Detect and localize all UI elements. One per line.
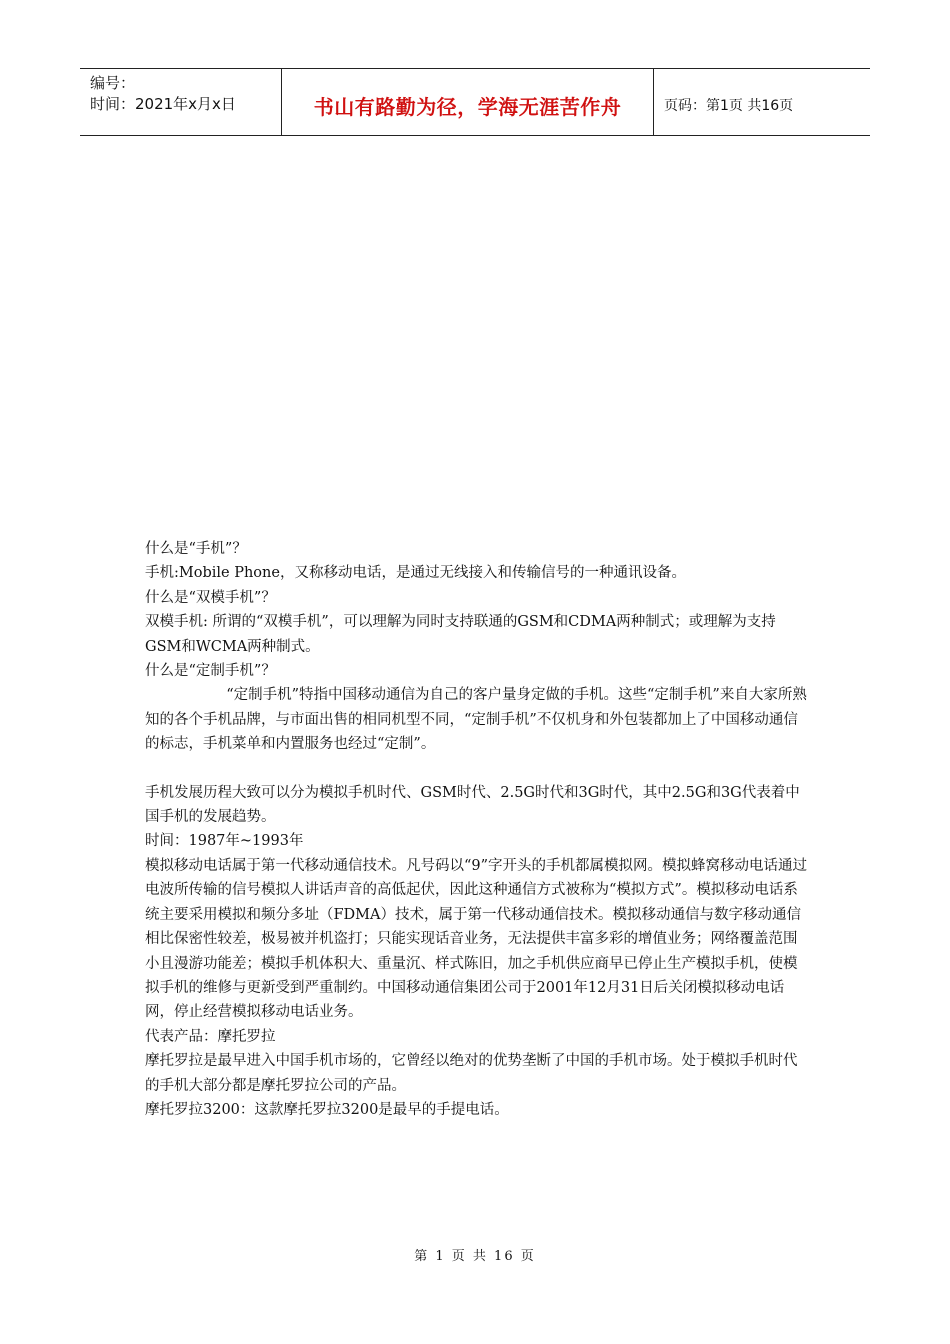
heading-dual-mode: 什么是“双模手机”？ [145, 589, 276, 606]
document-body [145, 537, 810, 1122]
page-label: 页码：第1页 共16页 [664, 98, 794, 114]
paragraph-spacer [145, 757, 810, 781]
serial-label: 编号： [90, 74, 136, 92]
footer-page-number: 第 1 页 共 16 页 [414, 1249, 536, 1264]
motto-text: 书山有路勤为径，学海无涯苦作舟 [313, 94, 622, 119]
heading-custom-phone: 什么是“定制手机”？ [145, 663, 276, 680]
paragraph-representative: 代表产品：摩托罗拉 [145, 1028, 276, 1045]
paragraph-analog: 模拟移动电话属于第一代移动通信技术。凡号码以“9”字开头的手机都属模拟网。模拟蜂窝移动电话通过电波所传输的信号模拟人讲话声音的高低起伏，因此这种通信方式被称为“模拟方式”。模拟移动电话系统主要采用模拟和频分多址（FDMA）技术，属于第一代移动通信技术。模拟移动通信与数字移动通信相比保密性较差，极易被并机盗打；只能实现话音业务，无法提供丰富多彩的增值业务；网络覆盖范围小且漫游功能差；模拟手机体积大、重量沉、样式陈旧，加之手机供应商早已停止生产模拟手机，使模拟手机的维修与更新受到严重制约。中国移动通信集团公司于2001年12月31日后关闭模拟移动电话网，停止经营模拟移动电话业务。 [145, 857, 808, 1021]
page-header [80, 68, 870, 136]
paragraph-dual-mode: 双模手机: 所谓的“双模手机”，可以理解为同时支持联通的GSM和CDMA两种制式；或理解为支持GSM和WCMA两种制式。 [145, 614, 776, 655]
paragraph-phone-definition: 手机:Mobile Phone，又称移动电话，是通过无线接入和传输信号的一种通讯设备。 [145, 565, 686, 582]
paragraph-motorola-3200: 摩托罗拉3200：这款摩托罗拉3200是最早的手提电话。 [145, 1101, 509, 1118]
time-label: 时间：2021年x月x日 [90, 95, 236, 113]
header-page-cell [654, 69, 870, 135]
paragraph-motorola: 摩托罗拉是最早进入中国手机市场的，它曾经以绝对的优势垄断了中国的手机市场。处于模拟手机时代的手机大部分都是摩托罗拉公司的产品。 [145, 1053, 798, 1094]
heading-what-is-phone: 什么是“手机”？ [145, 541, 247, 557]
paragraph-time-range: 时间：1987年~1993年 [145, 833, 304, 850]
header-motto-cell [282, 69, 654, 135]
paragraph-history: 手机发展历程大致可以分为模拟手机时代、GSM时代、2.5G时代和3G时代，其中2.5G和3G代表着中国手机的发展趋势。 [145, 784, 800, 826]
paragraph-custom-phone: “定制手机”特指中国移动通信为自己的客户量身定做的手机。这些“定制手机”来自大家所熟知的各个手机品牌，与市面出售的相同机型不同，“定制手机”不仅机身和外包装都加上了中国移动通信的标志，手机菜单和内置服务也经过“定制”。 [145, 687, 807, 753]
page-footer [0, 1245, 950, 1264]
header-meta-cell [80, 69, 282, 135]
